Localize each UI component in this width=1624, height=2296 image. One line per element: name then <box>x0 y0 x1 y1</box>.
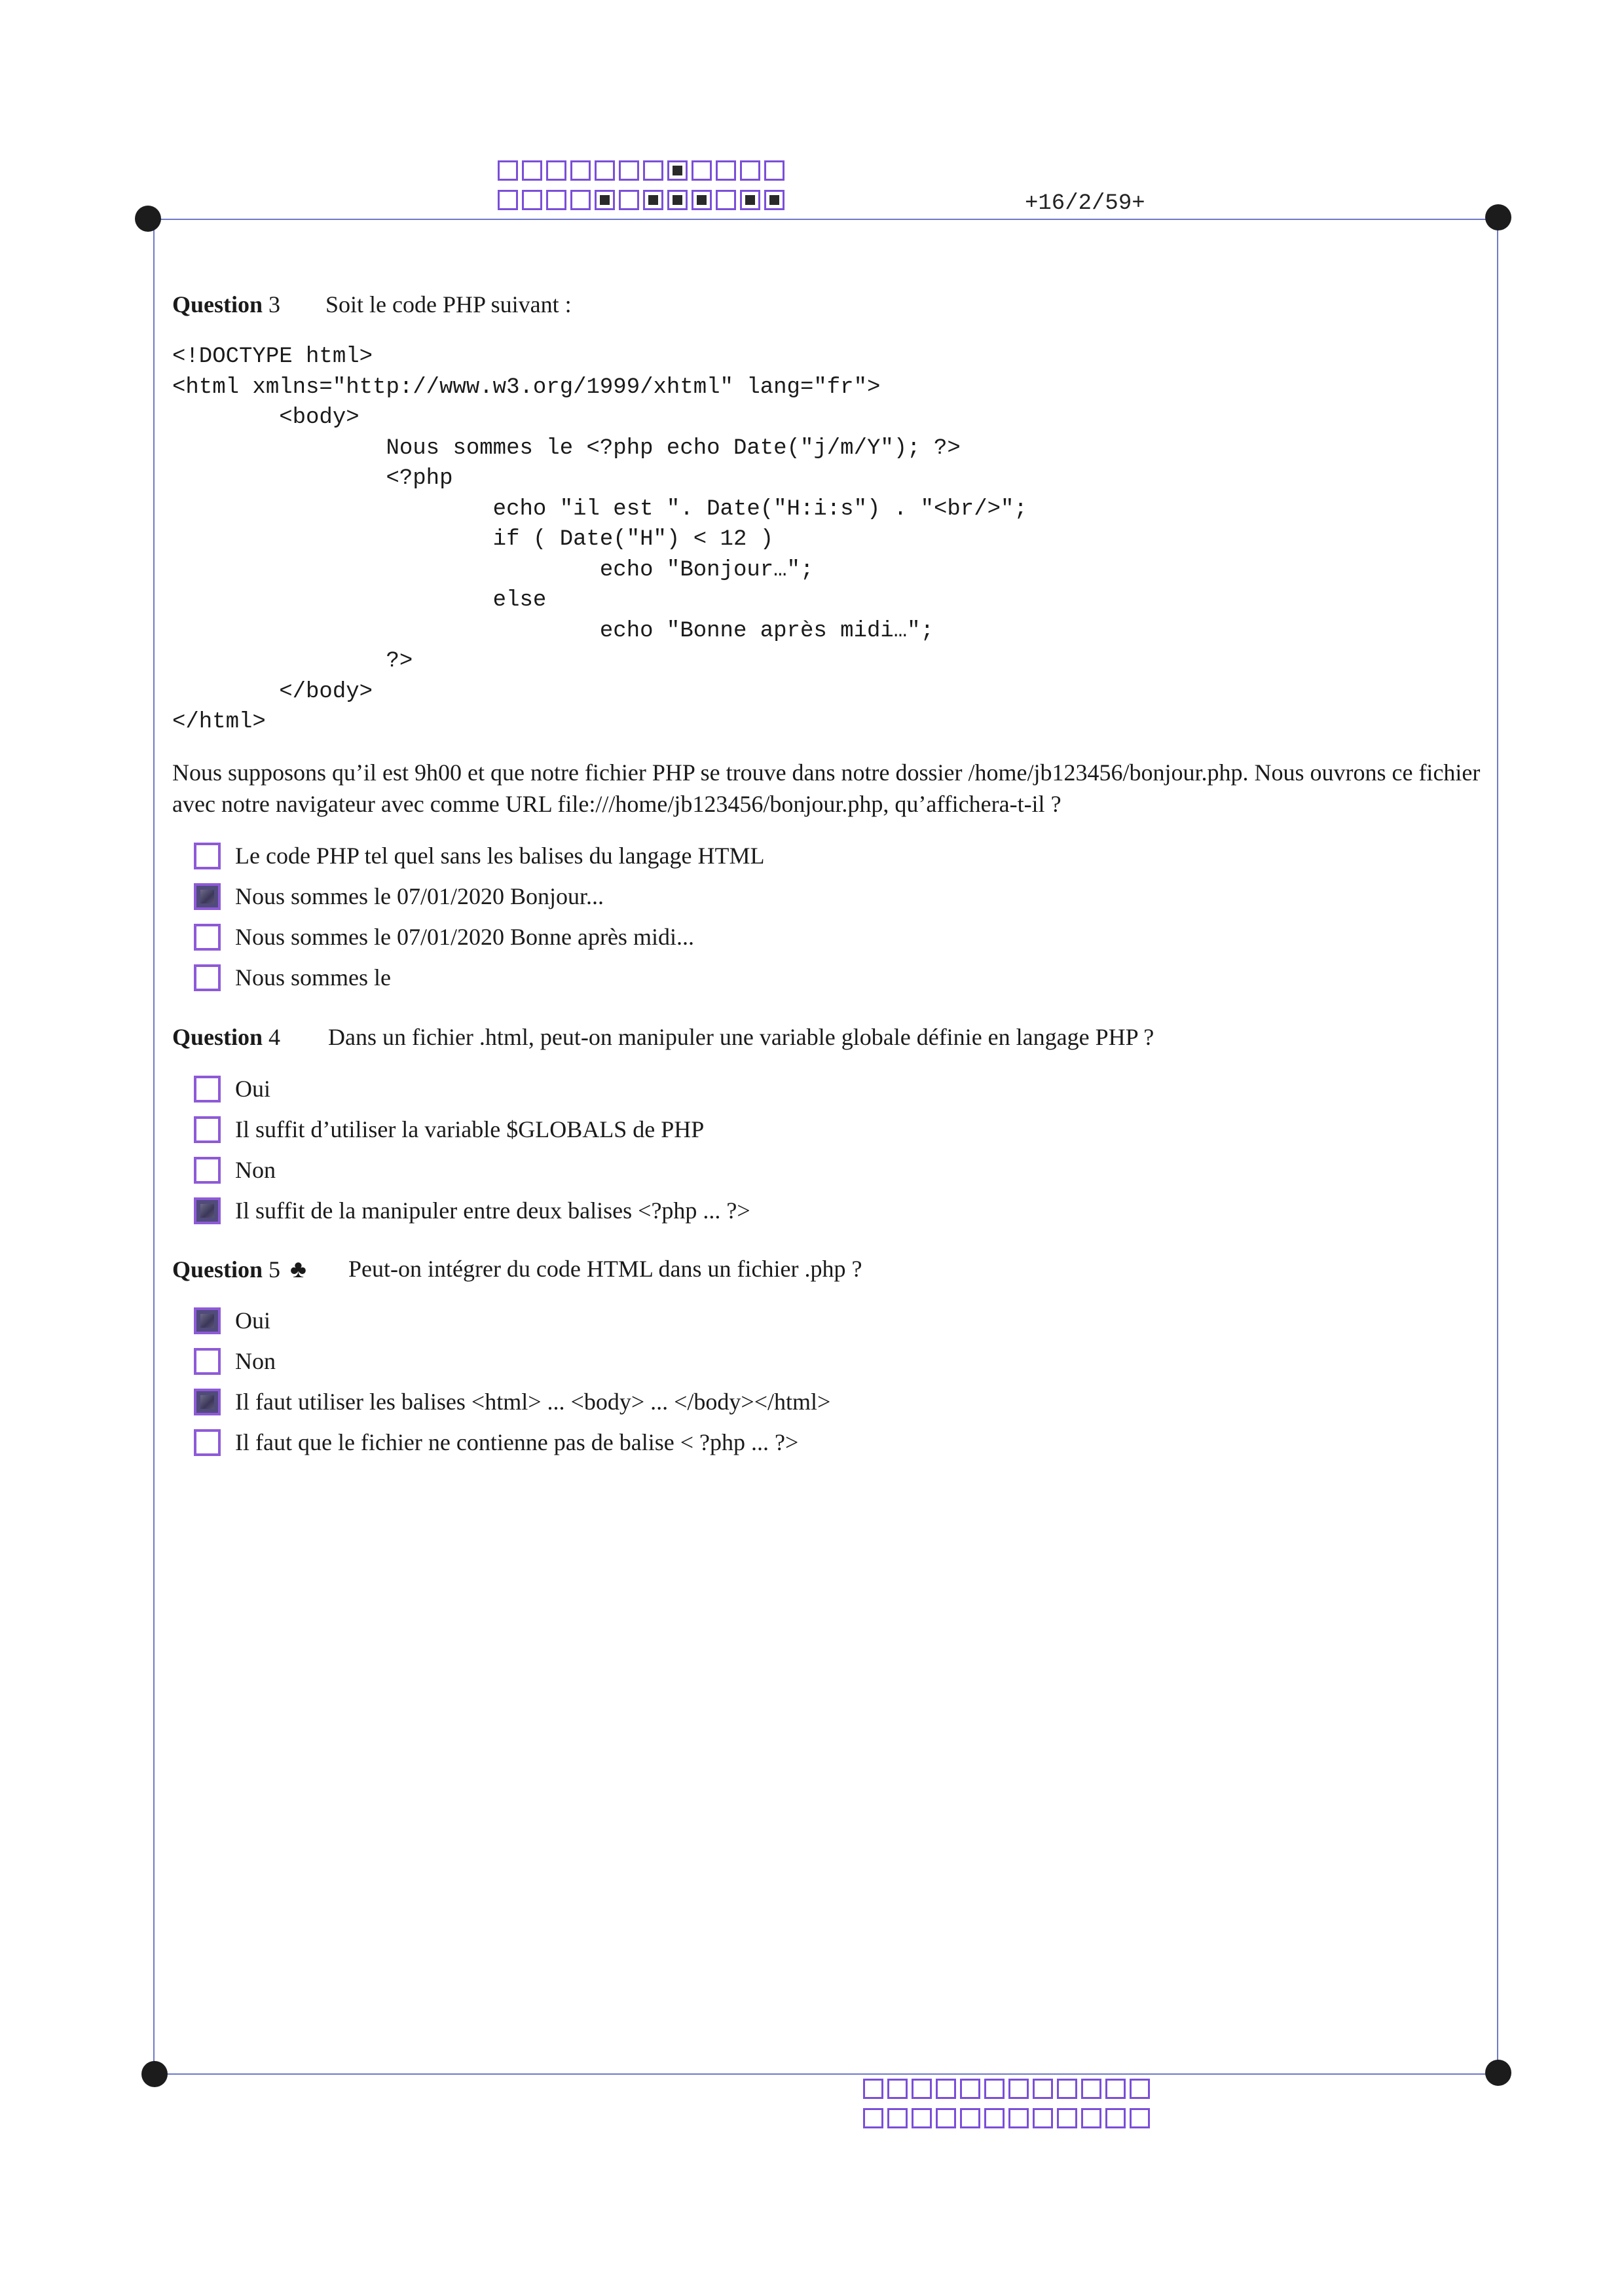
question-5-choice[interactable] <box>194 1305 270 1336</box>
choice-label: Il faut que le fichier ne contienne pas de balise < ?php ... ?> <box>235 1429 799 1455</box>
frame-left-line <box>153 219 155 2075</box>
code-box <box>1033 2079 1053 2099</box>
frame-top-line <box>148 219 1498 220</box>
question-3-label: Question 3 <box>172 291 281 318</box>
checkbox-checked[interactable] <box>194 1307 221 1334</box>
choice-label: Il suffit d’utiliser la variable $GLOBALS de PHP <box>235 1116 705 1142</box>
checkbox-checked[interactable] <box>194 883 221 910</box>
code-box <box>936 2108 956 2128</box>
code-box <box>619 190 639 210</box>
code-box <box>936 2079 956 2099</box>
code-box <box>984 2108 1005 2128</box>
code-box <box>643 160 663 181</box>
question-5-prompt: Peut-on intégrer du code HTML dans un fichier .php ? <box>348 1256 862 1282</box>
code-box <box>1057 2079 1077 2099</box>
code-box <box>887 2108 908 2128</box>
code-box <box>912 2108 932 2128</box>
code-box <box>1057 2108 1077 2128</box>
code-box <box>1081 2079 1101 2099</box>
question-4-label: Question 4 <box>172 1024 281 1050</box>
code-box <box>570 160 591 181</box>
code-box <box>984 2079 1005 2099</box>
corner-marker-top-right <box>1485 204 1511 230</box>
code-box <box>960 2108 980 2128</box>
question-4-choice[interactable] <box>194 1195 750 1226</box>
choice-label: Il faut utiliser les balises <html> ... <body> ... </body></html> <box>235 1389 831 1415</box>
corner-marker-bottom-left <box>141 2061 168 2087</box>
code-box <box>522 190 542 210</box>
checkbox[interactable] <box>194 843 221 869</box>
checkbox[interactable] <box>194 1429 221 1456</box>
question-3-paragraph: Nous supposons qu’il est 9h00 et que notre fichier PHP se trouve dans notre dossier /home/jb123456/bonjour.php. Nous ouvrons ce fichier avec notre navigateur avec comme URL file:///home/jb123456/bonjour.php, qu’affichera-t-il ? <box>172 759 1481 817</box>
top-code-row-1 <box>498 160 788 181</box>
question-5-header <box>172 1255 306 1284</box>
question-5-choice[interactable] <box>194 1427 798 1457</box>
code-box <box>863 2108 883 2128</box>
code-box <box>1008 2079 1029 2099</box>
question-3-prompt: Soit le code PHP suivant : <box>325 291 572 318</box>
checkbox[interactable] <box>194 1348 221 1375</box>
code-box <box>1130 2079 1150 2099</box>
checkbox-checked[interactable] <box>194 1389 221 1415</box>
frame-bottom-line <box>155 2073 1498 2075</box>
code-box <box>643 190 663 210</box>
question-3-header <box>172 291 280 318</box>
choice-label: Non <box>235 1348 276 1374</box>
code-box <box>546 190 566 210</box>
code-box <box>522 160 542 181</box>
choice-label: Nous sommes le 07/01/2020 Bonne après midi... <box>235 924 694 950</box>
question-3-choice[interactable] <box>194 881 604 911</box>
club-icon: ♣ <box>290 1256 306 1283</box>
frame-right-line <box>1497 219 1498 2075</box>
code-box <box>619 160 639 181</box>
php-code-block: <!DOCTYPE html> <html xmlns="http://www.w3.org/1999/xhtml" lang="fr"> <body> Nous sommes le <?php echo Date("j/m/Y"); ?> <?php echo "il est ". Date("H:i:s") . "<br/>"; if ( Date("H") < 12 ) echo "Bonjour…"; else echo "Bonne après midi…"; ?> </body> </html> <box>172 344 1027 735</box>
bottom-code-row-1 <box>863 2079 1154 2099</box>
choice-label: Non <box>235 1157 276 1183</box>
code-box <box>764 160 784 181</box>
bottom-code-row-2 <box>863 2108 1154 2128</box>
question-3-choice[interactable] <box>194 962 391 993</box>
question-4-header <box>172 1023 280 1051</box>
checkbox-checked[interactable] <box>194 1197 221 1224</box>
choice-label: Il suffit de la manipuler entre deux balises <?php ... ?> <box>235 1197 750 1224</box>
question-3-choice[interactable] <box>194 922 694 952</box>
question-4-choice[interactable] <box>194 1155 276 1185</box>
code-box <box>498 190 518 210</box>
code-box <box>887 2079 908 2099</box>
code-box <box>692 160 712 181</box>
code-box <box>1008 2108 1029 2128</box>
code-box <box>716 160 736 181</box>
code-box <box>740 160 760 181</box>
code-box <box>1033 2108 1053 2128</box>
code-box <box>764 190 784 210</box>
code-box <box>716 190 736 210</box>
code-box <box>595 160 615 181</box>
page-id: +16/2/59+ <box>1025 191 1145 216</box>
code-box <box>960 2079 980 2099</box>
code-box <box>1081 2108 1101 2128</box>
question-5-choice[interactable] <box>194 1387 830 1417</box>
checkbox[interactable] <box>194 1076 221 1102</box>
code-box <box>1105 2108 1126 2128</box>
code-box <box>1105 2079 1126 2099</box>
choice-label: Oui <box>235 1307 270 1334</box>
choice-label: Le code PHP tel quel sans les balises du langage HTML <box>235 843 765 869</box>
question-5-label: Question 5 <box>172 1256 281 1283</box>
code-box <box>570 190 591 210</box>
checkbox[interactable] <box>194 1116 221 1143</box>
code-box <box>667 160 688 181</box>
question-4-choice[interactable] <box>194 1074 270 1104</box>
choice-label: Nous sommes le 07/01/2020 Bonjour... <box>235 883 604 909</box>
checkbox[interactable] <box>194 924 221 951</box>
code-box <box>667 190 688 210</box>
code-box <box>692 190 712 210</box>
code-box <box>912 2079 932 2099</box>
corner-marker-bottom-right <box>1485 2060 1511 2086</box>
code-box <box>1130 2108 1150 2128</box>
question-3-choice[interactable] <box>194 841 765 871</box>
code-box <box>498 160 518 181</box>
code-box <box>863 2079 883 2099</box>
question-5-choice[interactable] <box>194 1346 276 1376</box>
corner-marker-top-left <box>135 206 161 232</box>
code-box <box>740 190 760 210</box>
checkbox[interactable] <box>194 1157 221 1184</box>
question-4-choice[interactable] <box>194 1114 704 1144</box>
choice-label: Nous sommes le <box>235 964 391 991</box>
code-box <box>595 190 615 210</box>
top-code-row-2 <box>498 190 788 210</box>
choice-label: Oui <box>235 1076 270 1102</box>
question-4-prompt: Dans un fichier .html, peut-on manipuler une variable globale définie en langage PHP ? <box>328 1024 1154 1050</box>
checkbox[interactable] <box>194 964 221 991</box>
code-box <box>546 160 566 181</box>
